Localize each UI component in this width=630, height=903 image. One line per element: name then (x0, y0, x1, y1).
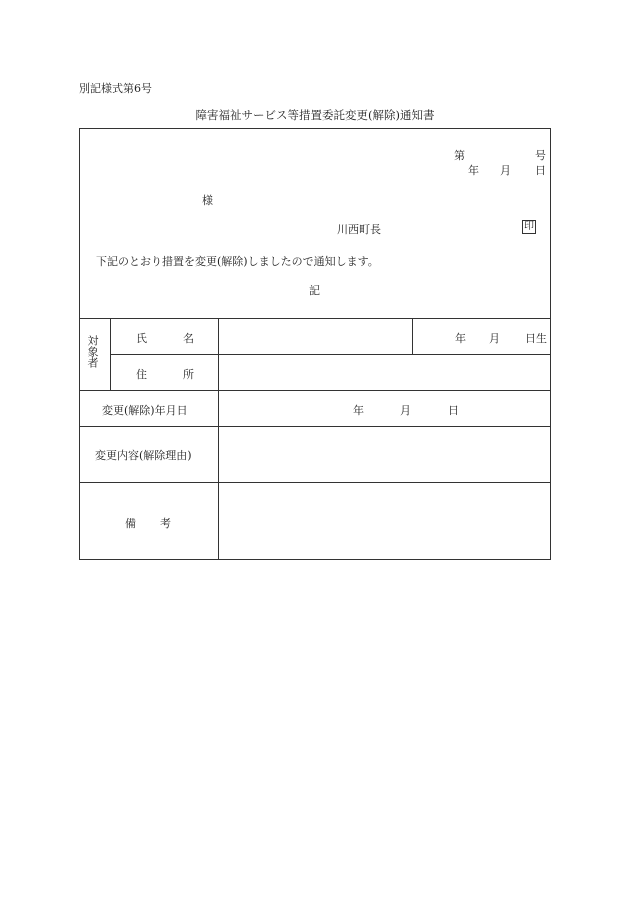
ki-label: 記 (309, 284, 320, 297)
divider-birthdate-column (412, 318, 413, 354)
form-frame (79, 128, 551, 560)
name-label-1: 氏 (136, 332, 147, 345)
issue-day: 日 (535, 164, 546, 177)
remarks-label-1: 備 (125, 517, 136, 530)
divider-address-date (79, 390, 551, 391)
change-date-month: 月 (400, 404, 411, 417)
change-date-label: 変更(解除)年月日 (102, 404, 188, 417)
address-label-1: 住 (136, 368, 147, 381)
address-label-2: 所 (183, 368, 194, 381)
birth-month: 月 (489, 332, 500, 345)
change-date-day: 日 (448, 404, 459, 417)
divider-subject-column (110, 318, 111, 390)
form-number: 別記様式第6号 (79, 82, 152, 95)
change-content-label: 変更内容(解除理由) (95, 449, 192, 462)
divider-date-content (79, 426, 551, 427)
issuer-name: 川西町長 (337, 223, 381, 236)
change-date-year: 年 (353, 404, 364, 417)
issue-year: 年 (468, 164, 479, 177)
subject-label: 対象者 (86, 335, 99, 368)
remarks-label-2: 考 (160, 517, 171, 530)
name-label-2: 名 (183, 332, 194, 345)
document-title: 障害福祉サービス等措置委託変更(解除)通知書 (195, 108, 435, 122)
divider-label-column (218, 318, 219, 560)
divider-name-address (110, 354, 551, 355)
issue-month: 月 (500, 164, 511, 177)
seal-mark: 印 (524, 221, 534, 232)
divider-header (79, 318, 551, 319)
notice-text: 下記のとおり措置を変更(解除)しましたので通知します。 (96, 255, 379, 268)
addressee-suffix: 様 (202, 194, 213, 207)
birth-year: 年 (455, 332, 466, 345)
birth-day: 日生 (525, 332, 547, 345)
number-prefix: 第 (454, 149, 465, 162)
number-suffix: 号 (535, 149, 546, 162)
divider-content-remarks (79, 482, 551, 483)
